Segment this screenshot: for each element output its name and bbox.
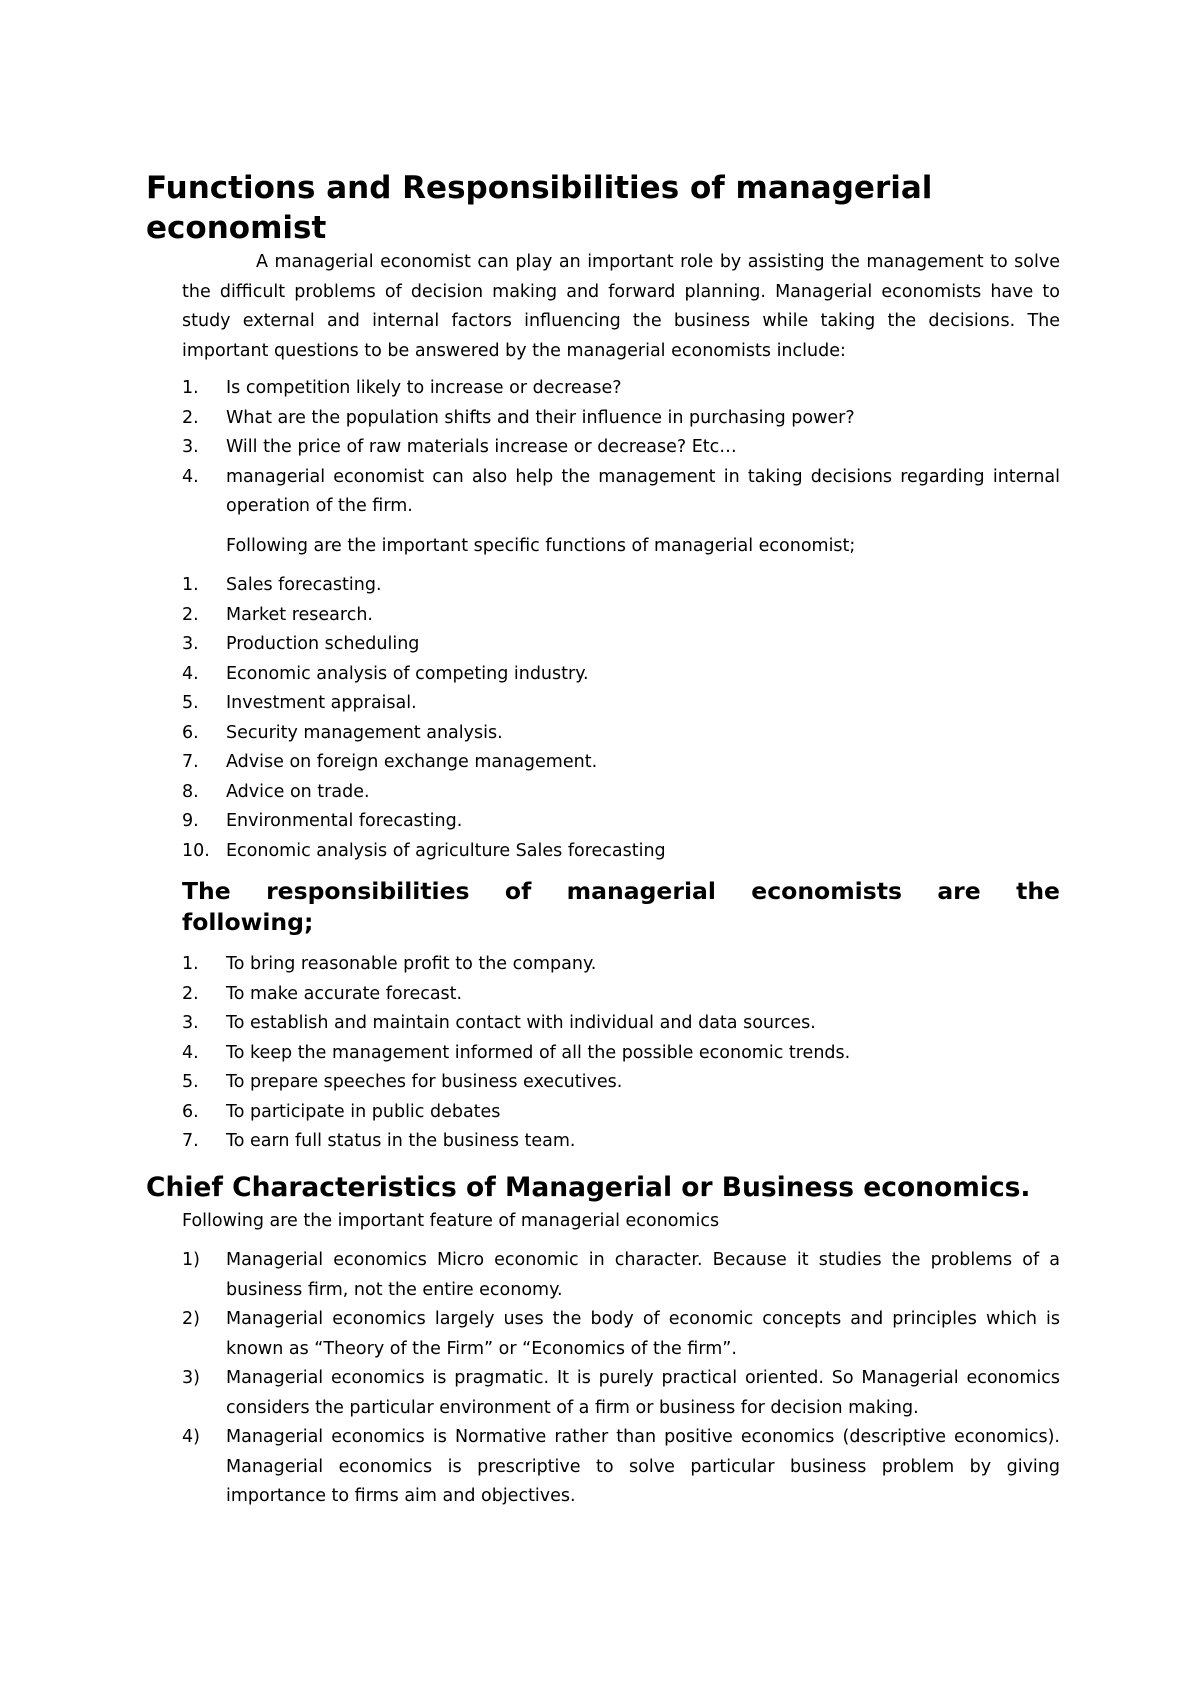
list-item: [182, 807, 1060, 837]
list-item-text: Economic analysis of competing industry.: [226, 663, 589, 684]
list-item: [182, 404, 1060, 434]
list-item-text: managerial economist can also help the management in taking decisions regarding internal operation of the firm.: [226, 466, 1060, 516]
list-item-text: Managerial economics is Normative rather than positive economics (descriptive economics). Managerial economics is prescriptive to solve particular business problem by giving importance to firms aim and objectives.: [226, 1427, 1060, 1506]
list-number: 9.: [182, 811, 199, 831]
list-number: 5.: [182, 1072, 199, 1092]
functions-list: [182, 571, 1060, 866]
list-item: [182, 660, 1060, 690]
list-item-text: Is competition likely to increase or decrease?: [226, 378, 622, 398]
list-number: 10.: [182, 840, 210, 861]
list-number: 1): [182, 1250, 200, 1270]
list-number: 2.: [182, 983, 199, 1004]
list-item-text: Market research.: [226, 604, 373, 625]
list-item: [182, 1305, 1060, 1364]
list-number: 4.: [182, 466, 199, 487]
responsibilities-list: [182, 950, 1060, 1157]
list-item: [182, 980, 1060, 1010]
list-item-text: Advise on foreign exchange management.: [226, 752, 598, 772]
document-content: [146, 168, 1060, 1512]
list-item-text: What are the population shifts and their influence in purchasing power?: [226, 407, 855, 428]
list-item: [182, 1068, 1060, 1098]
list-number: 6.: [182, 1101, 199, 1122]
list-item-text: Security management analysis.: [226, 722, 503, 743]
list-number: 3): [182, 1368, 200, 1388]
list-item: [182, 689, 1060, 719]
characteristics-heading: Chief Characteristics of Managerial or Business economics.: [146, 1171, 1031, 1203]
list-item: [182, 601, 1060, 631]
list-item: [182, 1039, 1060, 1069]
list-number: 1.: [182, 378, 199, 398]
list-item-text: To earn full status in the business team.: [226, 1131, 576, 1151]
list-item-text: To prepare speeches for business executives.: [226, 1072, 623, 1092]
characteristics-list: [182, 1246, 1060, 1512]
list-item-text: Will the price of raw materials increase or decrease? Etc…: [226, 437, 737, 457]
functions-intro: Following are the important specific functions of managerial economist;: [226, 535, 856, 556]
list-number: 2.: [182, 407, 199, 428]
list-item: [182, 374, 1060, 404]
list-item-text: Managerial economics is pragmatic. It is purely practical oriented. So Managerial economics considers the particular environment of a firm or business for decision making.: [226, 1368, 1060, 1418]
list-item: [182, 1098, 1060, 1128]
list-item: [182, 1423, 1060, 1512]
list-item-text: Economic analysis of agriculture Sales forecasting: [226, 840, 666, 861]
list-item-text: To establish and maintain contact with individual and data sources.: [226, 1013, 816, 1033]
list-item-text: Sales forecasting.: [226, 575, 382, 595]
list-item: [182, 837, 1060, 867]
list-item: [182, 950, 1060, 980]
list-item-text: Production scheduling: [226, 634, 420, 654]
list-item-text: Environmental forecasting.: [226, 811, 463, 831]
responsibilities-heading-line2: following;: [182, 908, 314, 936]
list-number: 4): [182, 1427, 200, 1447]
list-number: 3.: [182, 634, 199, 654]
list-number: 2): [182, 1309, 200, 1329]
list-item-text: Advice on trade.: [226, 781, 370, 802]
list-number: 8.: [182, 781, 199, 802]
list-item: [182, 571, 1060, 601]
responsibilities-heading-line1: The responsibilities of managerial economists are the: [182, 877, 1060, 905]
list-item: [182, 463, 1060, 522]
list-number: 5.: [182, 693, 199, 713]
list-item: [182, 1127, 1060, 1157]
list-item-text: To keep the management informed of all the possible economic trends.: [226, 1042, 851, 1063]
list-item: [182, 719, 1060, 749]
list-item: [182, 748, 1060, 778]
list-number: 4.: [182, 1042, 199, 1063]
page-title: Functions and Responsibilities of managerial economist: [146, 170, 933, 246]
list-item-text: Managerial economics largely uses the body of economic concepts and principles which is known as “Theory of the Firm” or “Economics of the firm”.: [226, 1309, 1060, 1359]
list-item: [182, 1364, 1060, 1423]
list-item-text: Investment appraisal.: [226, 693, 417, 713]
list-item: [182, 433, 1060, 463]
list-item-text: To participate in public debates: [226, 1101, 501, 1122]
list-number: 3.: [182, 437, 199, 457]
list-item: [182, 1246, 1060, 1305]
list-item-text: To make accurate forecast.: [226, 983, 463, 1004]
list-item: [182, 778, 1060, 808]
list-item: [182, 1009, 1060, 1039]
questions-list: [182, 374, 1060, 522]
list-number: 2.: [182, 604, 199, 625]
list-number: 7.: [182, 1131, 199, 1151]
characteristics-intro: Following are the important feature of managerial economics: [182, 1210, 720, 1231]
list-item: [182, 630, 1060, 660]
list-number: 4.: [182, 663, 199, 684]
list-number: 3.: [182, 1013, 199, 1033]
intro-paragraph: A managerial economist can play an important role by assisting the management to solve the difficult problems of decision making and forward planning. Managerial economists have to study external and internal factors influencing the business while taking the decisions. The important questions to be answered by the managerial economists include:: [182, 252, 1060, 361]
list-item-text: To bring reasonable profit to the company.: [226, 954, 597, 974]
list-number: 1.: [182, 954, 199, 974]
list-number: 7.: [182, 752, 199, 772]
list-number: 1.: [182, 575, 199, 595]
list-item-text: Managerial economics Micro economic in character. Because it studies the problems of a business firm, not the entire economy.: [226, 1250, 1060, 1300]
list-number: 6.: [182, 722, 199, 743]
